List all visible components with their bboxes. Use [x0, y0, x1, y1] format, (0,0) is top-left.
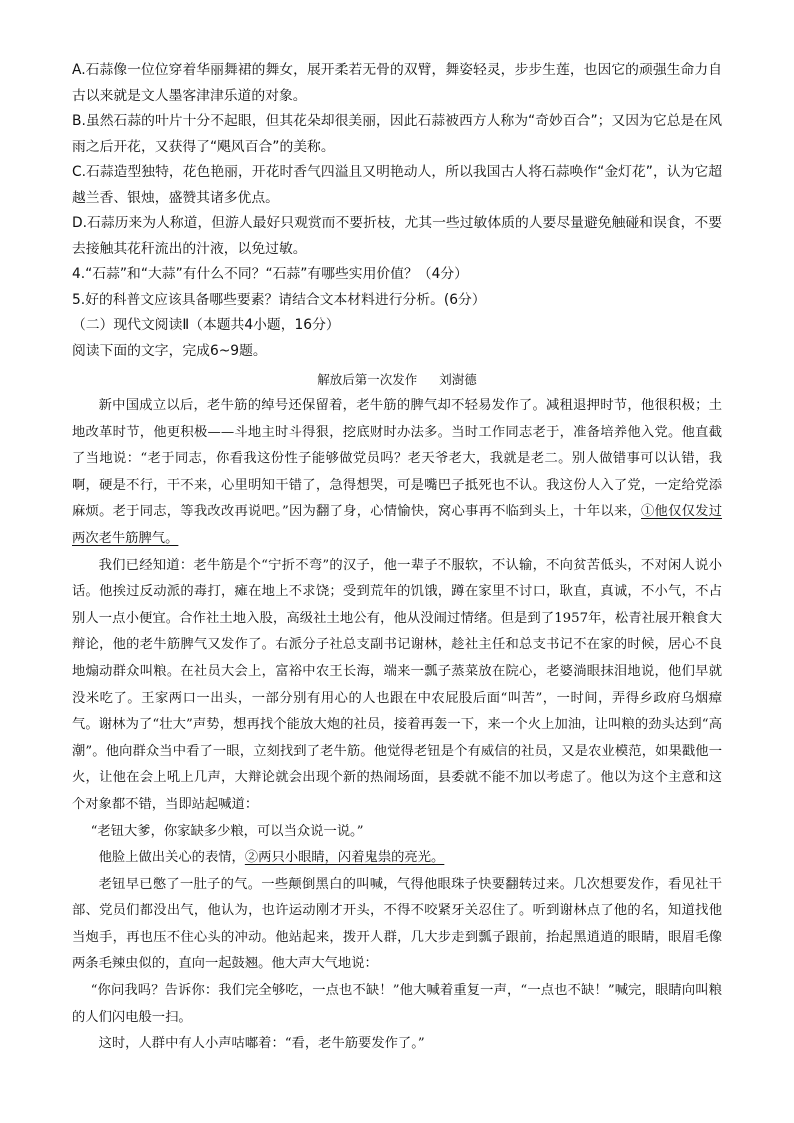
option-c: C.石蒜造型独特，花色艳丽，开花时香气四溢且又明艳动人，所以我国古人将石蒜唤作“金灯花”，认为它超越兰香、银烛，盛赞其诸多优点。	[72, 164, 722, 206]
article-paragraph-6: “你问我吗？告诉你：我们完全够吃，一点也不缺！”他大喊着重复一声，“一点也不缺！”喊完，眼睛向叫粮的人们闪电般一扫。	[72, 983, 722, 1025]
article-title-line	[72, 366, 722, 393]
article-paragraph-7: 这时，人群中有人小声咕嘟着：“看，老牛筋要发作了。”	[98, 1036, 425, 1052]
article-paragraph-4	[72, 845, 722, 872]
underlined-sentence-1: ①他仅仅发过两次老牛筋脾气。	[72, 504, 723, 546]
article-author: 刘澍德	[439, 372, 477, 387]
article-paragraph-1	[72, 393, 722, 553]
article-title: 解放后第一次发作	[317, 372, 418, 387]
option-d: D.石蒜历来为人称道，但游人最好只观赏而不要折枝，尤其一些过敏体质的人要尽量避免触碰和误食，不要去接触其花秆流出的汁液，以免过敏。	[72, 215, 722, 257]
article-paragraph-5: 老钮早已憋了一肚子的气。一些颠倒黑白的叫喊，气得他眼珠子快要翻转过来。几次想要发作，看见社干部、党员们都没出气，他认为，也许运动刚才开头，不得不咬紧牙关忍住了。听到谢林点了他的名，知道找他当炮手，再也压不住心头的冲动。他站起来，拨开人群，几大步走到瓢子跟前，抬起黑逍逍的眼睛，眼眉毛像两条毛辣虫似的，直向一起鼓翘。他大声大气地说：	[72, 876, 722, 972]
reading-instruction: 阅读下面的文字，完成6~9题。	[72, 342, 267, 359]
option-a: A.石蒜像一位位穿着华丽舞裙的舞女，展开柔若无骨的双臂，舞姿轻灵，步步生莲，也因它的顽强生命力自古以来就是文人墨客津津乐道的对象。	[72, 62, 722, 104]
section-heading: （二）现代文阅读Ⅱ（本题共4小题，16分）	[72, 317, 340, 333]
question-4: 4.“石蒜”和“大蒜”有什么不同？“石蒜”有哪些实用价值？（4分）	[72, 266, 468, 282]
option-b: B.虽然石蒜的叶片十分不起眼，但其花朵却很美丽，因此石蒜被西方人称为“奇妙百合”；又因为它总是在风雨之后开花，又获得了“飓风百合”的美称。	[72, 113, 722, 155]
question-5: 5.好的科普文应该具备哪些要素？请结合文本材料进行分析。(6分）	[72, 291, 486, 308]
article-paragraph-2: 我们已经知道：老牛筋是个“宁折不弯”的汉子，他一辈子不服软，不认输，不向贫苦低头，不对闲人说小话。他挨过反动派的毒打，瘫在地上不求饶；受到荒年的饥饿，蹲在家里不讨口，耿直，真诚，不小气，不占别人一点小便宜。合作社土地入股，高级社土地公有，他从没闹过情绪。但是到了1957年，松青社展开粮食大辩论，他的老牛筋脾气又发作了。右派分子社总支副书记谢林，趁社主任和总支书记不在家的时候，居心不良地煽动群众叫粮。在社员大会上，富裕中农王长海，端来一瓢子蒸菜放在院心，老婆淌眼抹泪地说，他们早就没米吃了。王家两口一出头，一部分别有用心的人也跟在中农屁股后面“叫苦”，一时间，弄得乡政府乌烟瘴气。谢林为了“壮大”声势，想再找个能放大炮的社员，接着再轰一下，来一个火上加油，让叫粮的劲头达到“高潮”。他向群众当中看了一眼，立刻找到了老牛筋。他觉得老钮是个有威信的社员，又是农业模范，如果戳他一火，让他在会上吼上几声，大辩论就会出现个新的热闹场面，县委就不能不加以考虑了。他以为这个主意和这个对象都不错，当即站起喊道：	[72, 557, 722, 812]
paragraph-4-text: 他脸上做出关心的表情，	[98, 850, 245, 866]
paragraph-1-text: 新中国成立以后，老牛筋的绰号还保留着，老牛筋的脾气却不轻易发作了。减租退押时节，他很积极；土地改革时节，他更积极——斗地主时斗得狠，挖底财时办法多。当时工作同志老于，准备培养他入党。他直截了当地说：“老于同志，你看我这份性子能够做党员吗？老天爷老大，我就是老二。别人做错事可以认错，我啊，硬是不行，干不来，心里明知干错了，急得想哭，可是嘴巴子抵死也不认。我这份人入了党，一定给党添麻烦。老于同志，等我改改再说吧。”因为翻了身，心情愉快，窝心事再不临到头上，十年以来，	[72, 398, 722, 520]
article-paragraph-3: “老钮大爹，你家缺多少粮，可以当众说一说。”	[90, 823, 364, 839]
underlined-sentence-2: ②两只小眼睛，闪着鬼祟的亮光。	[244, 850, 445, 866]
